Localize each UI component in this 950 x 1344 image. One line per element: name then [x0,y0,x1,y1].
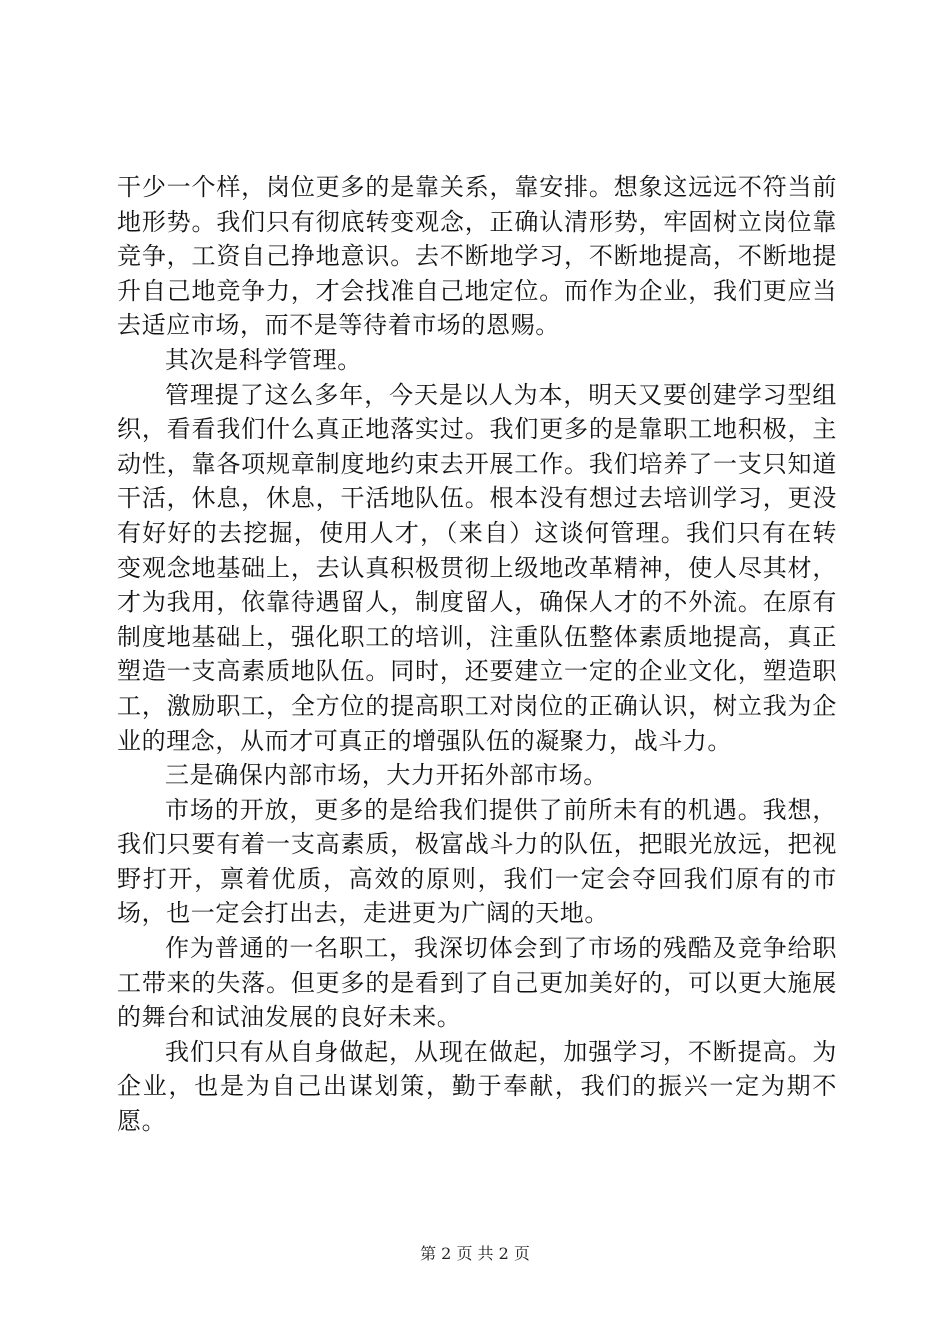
paragraph-1: 干少一个样，岗位更多的是靠关系，靠安排。想象这远远不符当前地形势。我们只有彻底转变观念，正确认清形势，牢固树立岗位靠竞争，工资自己挣地意识。去不断地学习，不断地提高，不断地提升自己地竞争力，才会找准自己地定位。而作为企业，我们更应当去适应市场，而不是等待着市场的恩赐。 [117,173,837,340]
paragraph-5: 市场的开放，更多的是给我们提供了前所未有的机遇。我想，我们只要有着一支高素质，极富战斗力的队伍，把眼光放远，把视野打开，禀着优质，高效的原则，我们一定会夺回我们原有的市场，也一定会打出去，走进更为广阔的天地。 [117,795,837,928]
paragraph-7: 我们只有从自身做起，从现在做起，加强学习，不断提高。为企业，也是为自己出谋划策，勤于奉献，我们的振兴一定为期不愿。 [117,1037,837,1136]
paragraph-3: 管理提了这么多年，今天是以人为本，明天又要创建学习型组织，看看我们什么真正地落实过。我们更多的是靠职工地积极，主动性，靠各项规章制度地约束去开展工作。我们培养了一支只知道干活，休息，休息，干活地队伍。根本没有想过去培训学习，更没有好好的去挖掘，使用人才，（来自）这谈何管理。我们只有在转变观念地基础上，去认真积极贯彻上级地改革精神，使人尽其材，才为我用，依靠待遇留人，制度留人，确保人才的不外流。在原有制度地基础上，强化职工的培训，注重队伍整体素质地提高，真正塑造一支高素质地队伍。同时，还要建立一定的企业文化，塑造职工，激励职工，全方位的提高职工对岗位的正确认识，树立我为企业的理念，从而才可真正的增强队伍的凝聚力，战斗力。 [117,380,837,755]
page-number-footer: 第 2 页 共 2 页 [420,1244,530,1263]
paragraph-4: 三是确保内部市场，大力开拓外部市场。 [165,761,608,790]
paragraph-2: 其次是科学管理。 [165,345,362,374]
document-body [117,170,837,1139]
paragraph-6: 作为普通的一名职工，我深切体会到了市场的残酷及竞争给职工带来的失落。但更多的是看到了自己更加美好的，可以更大施展的舞台和试油发展的良好未来。 [117,934,837,1032]
